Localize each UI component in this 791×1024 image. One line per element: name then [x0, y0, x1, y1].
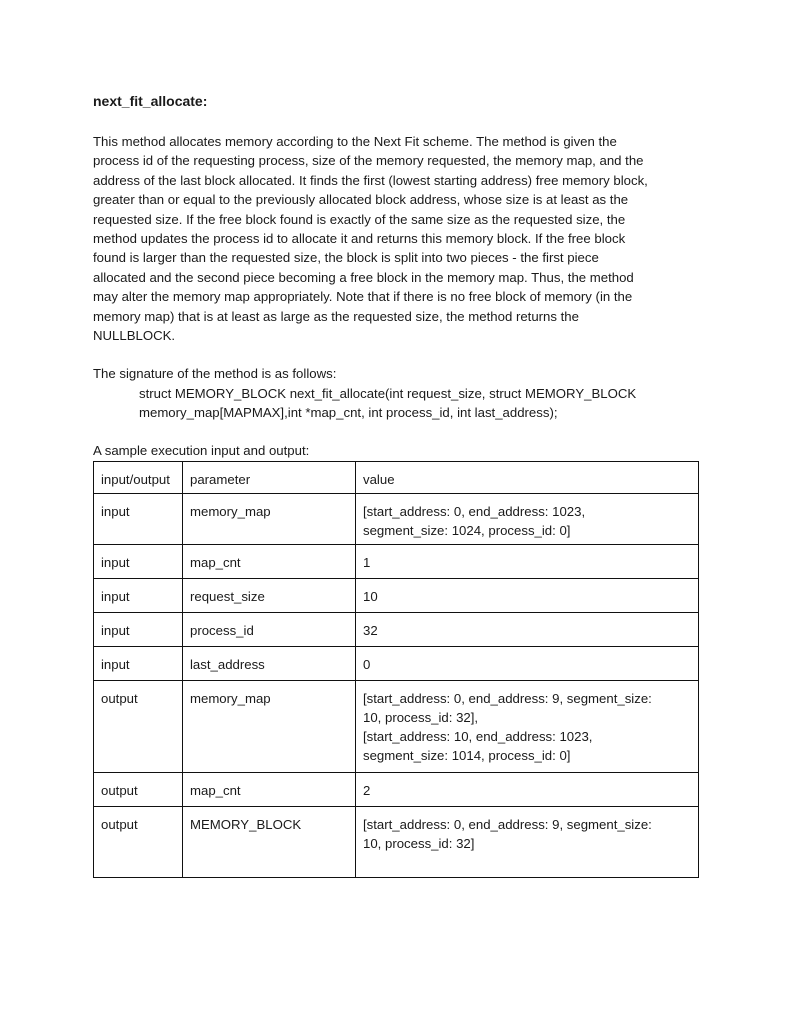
description-line: requested size. If the free block found is exactly of the same size as the requested size, the: [93, 211, 626, 227]
description-line: may alter the memory map appropriately. Note that if there is no free block of memory (in the: [93, 289, 633, 305]
value-cell: [356, 773, 699, 807]
value-line: segment_size: 1014, process_id: 0]: [363, 748, 571, 763]
value-line: [start_address: 0, end_address: 1023,: [363, 504, 586, 519]
description-line: NULLBLOCK.: [93, 328, 176, 344]
value-line: 32: [363, 623, 378, 638]
value-cell: [356, 807, 699, 878]
sample-label: A sample execution input and output:: [93, 443, 310, 458]
parameter-cell: memory_map: [183, 681, 356, 773]
io-cell: input: [94, 613, 183, 647]
description-line: found is larger than the requested size, the block is split into two pieces - the first piece: [93, 250, 599, 266]
parameter-cell: MEMORY_BLOCK: [183, 807, 356, 878]
value-cell: [356, 613, 699, 647]
value-cell: [356, 647, 699, 681]
signature-line: memory_map[MAPMAX],int *map_cnt, int process_id, int last_address);: [139, 405, 558, 421]
io-cell: input: [94, 579, 183, 613]
sample-io-table: [93, 461, 699, 878]
header-cell-parameter: parameter: [183, 462, 356, 494]
io-cell: output: [94, 681, 183, 773]
table-row: [94, 681, 699, 773]
signature-intro: The signature of the method is as follows:: [93, 366, 337, 381]
description-line: address of the last block allocated. It finds the first (lowest starting address) free memory block,: [93, 172, 648, 188]
description-line: memory map) that is at least as large as the requested size, the method returns the: [93, 308, 579, 324]
parameter-cell: last_address: [183, 647, 356, 681]
io-cell: input: [94, 545, 183, 579]
value-line: 0: [363, 657, 371, 672]
parameter-cell: request_size: [183, 579, 356, 613]
parameter-cell: process_id: [183, 613, 356, 647]
table-row: [94, 647, 699, 681]
table-row: [94, 545, 699, 579]
table-row: [94, 613, 699, 647]
io-cell: output: [94, 807, 183, 878]
value-line: 1: [363, 555, 371, 570]
parameter-cell: map_cnt: [183, 773, 356, 807]
value-line: [start_address: 0, end_address: 9, segment_size:: [363, 817, 652, 832]
header-cell-io: input/output: [94, 462, 183, 494]
table-row: [94, 494, 699, 545]
value-cell: [356, 494, 699, 545]
header-cell-value: value: [356, 462, 699, 494]
description-line: This method allocates memory according to the Next Fit scheme. The method is given the: [93, 134, 617, 149]
table-header-row: [94, 462, 699, 494]
value-line: segment_size: 1024, process_id: 0]: [363, 523, 571, 538]
description-line: allocated and the second piece becoming a free block in the memory map. Thus, the method: [93, 269, 634, 285]
value-cell: [356, 681, 699, 773]
method-signature: [139, 384, 636, 423]
io-cell: output: [94, 773, 183, 807]
table-row: [94, 773, 699, 807]
value-line: [start_address: 10, end_address: 1023,: [363, 729, 593, 744]
value-cell: [356, 579, 699, 613]
value-line: 10, process_id: 32],: [363, 710, 479, 725]
signature-line: struct MEMORY_BLOCK next_fit_allocate(int request_size, struct MEMORY_BLOCK: [139, 386, 637, 401]
parameter-cell: memory_map: [183, 494, 356, 545]
value-line: 10: [363, 589, 378, 604]
description-line: greater than or equal to the previously allocated block address, whose size is at least as the: [93, 192, 629, 208]
description-paragraph: [93, 132, 703, 345]
io-cell: input: [94, 647, 183, 681]
value-line: [start_address: 0, end_address: 9, segment_size:: [363, 691, 652, 706]
description-line: process id of the requesting process, size of the memory requested, the memory map, and the: [93, 153, 644, 169]
page-heading: next_fit_allocate:: [93, 93, 208, 109]
table-row: [94, 807, 699, 878]
parameter-cell: map_cnt: [183, 545, 356, 579]
io-cell: input: [94, 494, 183, 545]
value-cell: [356, 545, 699, 579]
table-row: [94, 579, 699, 613]
value-line: 2: [363, 783, 371, 798]
value-line: 10, process_id: 32]: [363, 836, 475, 851]
description-line: method updates the process id to allocate it and returns this memory block. If the free block: [93, 231, 626, 247]
